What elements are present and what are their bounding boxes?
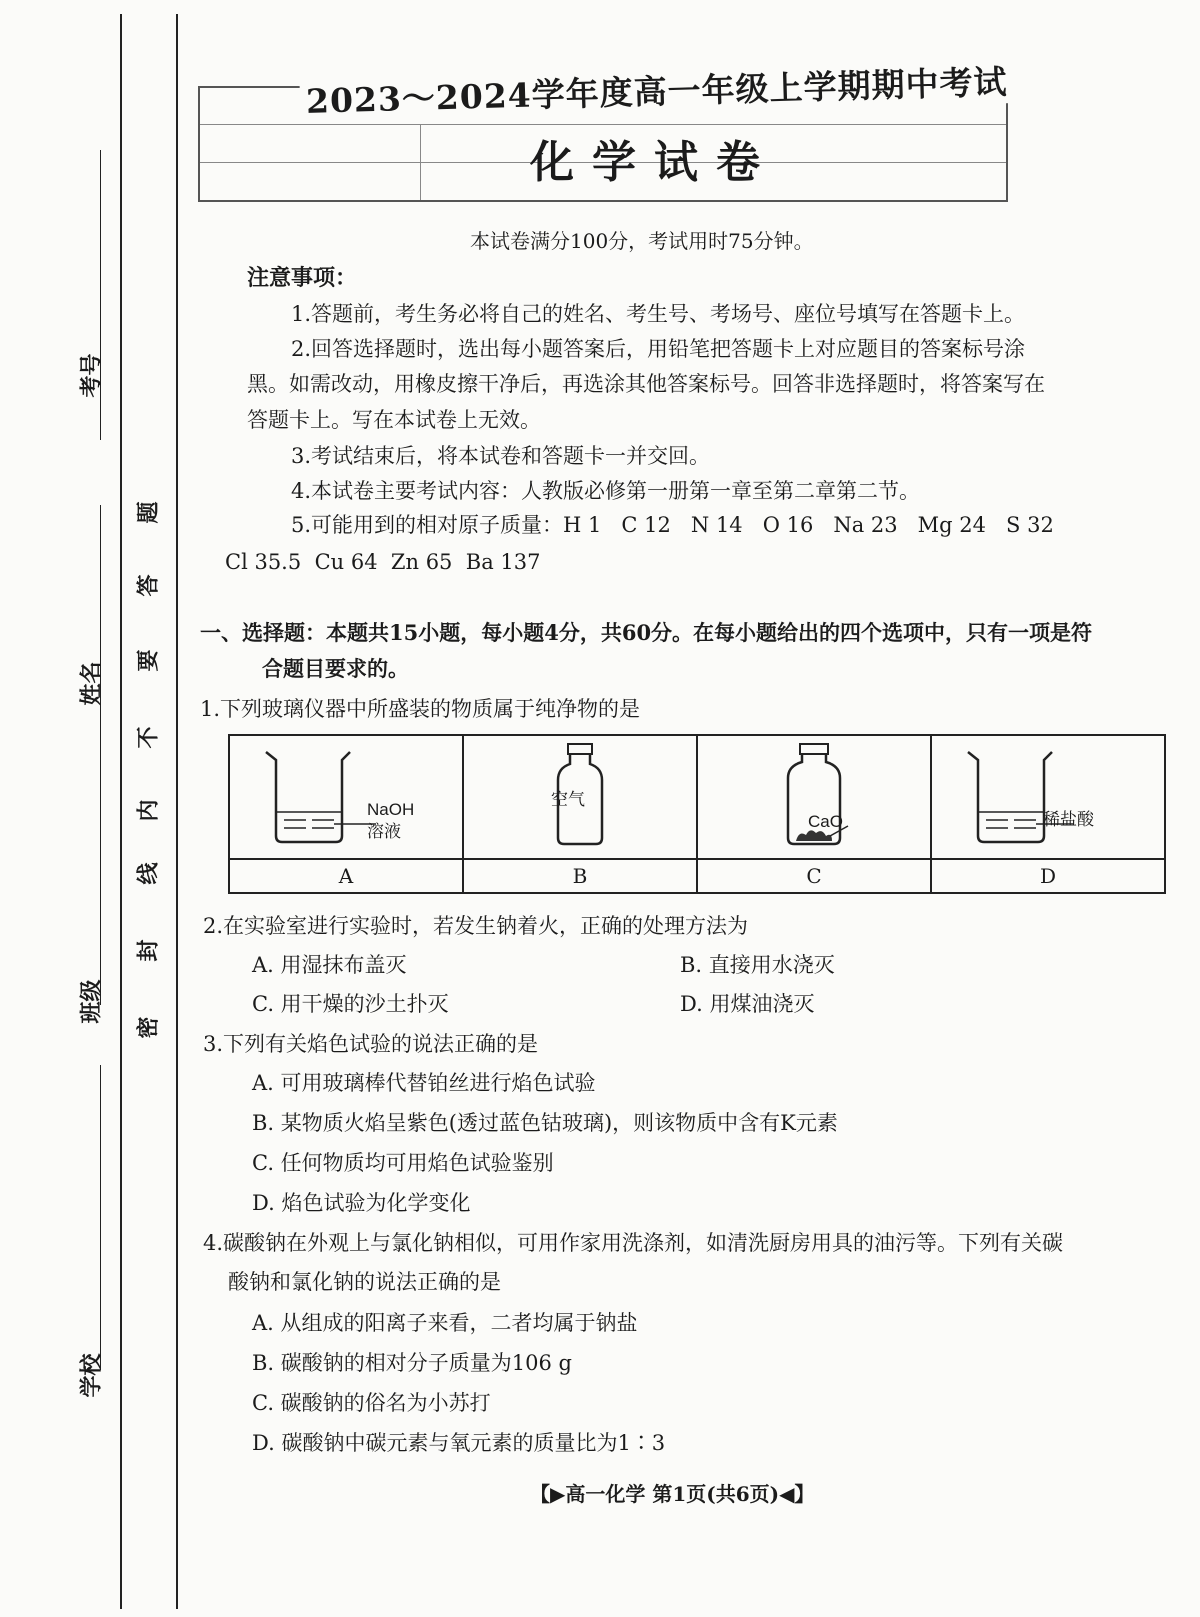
label-dilute-hcl: 稀盐酸 [1043,810,1094,830]
question-4-stem: 4.碳酸钠在外观上与氯化钠相似，可用作家用洗涤剂，如清洗厨房用具的油污等。下列有关碳 [203,1231,1064,1255]
option-letter: D [931,859,1165,893]
question-1-stem: 1.下列玻璃仪器中所盛装的物质属于纯净物的是 [200,697,641,721]
note-item-2-cont: 答题卡上。写在本试卷上无效。 [247,408,541,432]
option-letter: C [697,859,931,893]
beaker-icon [236,740,456,850]
label-cao: CaO [808,812,843,831]
beaker-icon [938,740,1158,850]
option-c-figure [697,735,931,859]
header-box-divider [420,124,421,200]
option-letter: B [463,859,697,893]
subject-title: 化学试卷 [530,137,778,188]
option-letter: A [229,859,463,893]
seal-char: 内 [135,799,162,822]
header-box-divider [200,124,1006,125]
seal-char: 要 [135,649,162,672]
label-air: 空气 [551,790,585,810]
q3-option-d: D. 焰色试验为化学变化 [252,1191,471,1215]
label-solution: 溶液 [367,822,401,842]
seal-char: 答 [135,574,162,597]
question-3-stem: 3.下列有关焰色试验的说法正确的是 [203,1032,539,1056]
note-item-4: 4.本试卷主要考试内容：人教版必修第一册第一章至第二章第二节。 [291,479,921,503]
score-info: 本试卷满分100分，考试用时75分钟。 [470,229,814,253]
page-footer: 【▶高一化学 第1页(共6页)◀】 [530,1482,815,1506]
option-d-figure [931,735,1165,859]
seal-char: 题 [135,501,162,524]
option-a-figure [229,735,463,859]
field-label-xuexiao: 学校 [78,1353,105,1398]
q3-option-b: B. 某物质火焰呈紫色(透过蓝色钴玻璃)，则该物质中含有K元素 [252,1111,838,1135]
q4-option-b: B. 碳酸钠的相对分子质量为106 g [252,1351,572,1375]
note-item-2: 2.回答选择题时，选出每小题答案后，用铅笔把答题卡上对应题目的答案标号涂 [291,337,1026,361]
note-item-5: 5.可能用到的相对原子质量：H 1 C 12 N 14 O 16 Na 23 Mg 24 S 32 [291,513,1054,537]
question-2-stem: 2.在实验室进行实验时，若发生钠着火，正确的处理方法为 [203,914,749,938]
field-label-kaohao: 考号 [78,353,105,398]
notes-heading: 注意事项： [247,265,358,291]
note-item-1: 1.答题前，考生务必将自己的姓名、考生号、考场号、座位号填写在答题卡上。 [291,302,1026,326]
exam-year-title: 2023～2024学年度高一年级上学期期中考试 [299,56,1014,123]
label-naoh: NaOH [367,800,415,819]
q4-option-c: C. 碳酸钠的俗名为小苏打 [252,1391,491,1415]
note-item-3: 3.考试结束后，将本试卷和答题卡一并交回。 [291,444,711,468]
margin-border-left [120,14,122,1609]
q2-option-a: A. 用湿抹布盖灭 [252,953,407,977]
note-item-2-cont: 黑。如需改动，用橡皮擦干净后，再选涂其他答案标号。回答非选择题时，将答案写在 [247,372,1045,396]
note-item-5-cont: Cl 35.5 Cu 64 Zn 65 Ba 137 [225,550,541,574]
margin-border-right [176,14,178,1609]
field-line-banji [100,735,101,1005]
seal-char: 线 [135,862,162,885]
field-line-xuexiao [100,1065,101,1370]
field-label-banji: 班级 [78,979,105,1024]
seal-char: 不 [135,726,162,749]
q4-option-a: A. 从组成的阳离子来看，二者均属于钠盐 [252,1311,638,1335]
jar-icon [704,740,924,850]
question-4-stem-cont: 酸钠和氯化钠的说法正确的是 [228,1270,501,1294]
seal-char: 封 [135,939,162,962]
q2-option-c: C. 用干燥的沙土扑灭 [252,992,449,1016]
section-heading-cont: 合题目要求的。 [262,656,409,681]
q2-option-d: D. 用煤油浇灭 [680,992,815,1016]
q4-option-d: D. 碳酸钠中碳元素与氧元素的质量比为1∶3 [252,1431,666,1455]
seal-char: 密 [135,1016,162,1039]
q3-option-c: C. 任何物质均可用焰色试验鉴别 [252,1151,554,1175]
section-heading: 一、选择题：本题共15小题，每小题4分，共60分。在每小题给出的四个选项中，只有一项是符 [200,620,1093,645]
q2-option-b: B. 直接用水浇灭 [680,953,835,977]
field-label-xingming: 姓名 [78,661,105,706]
q3-option-a: A. 可用玻璃棒代替铂丝进行焰色试验 [252,1071,596,1095]
